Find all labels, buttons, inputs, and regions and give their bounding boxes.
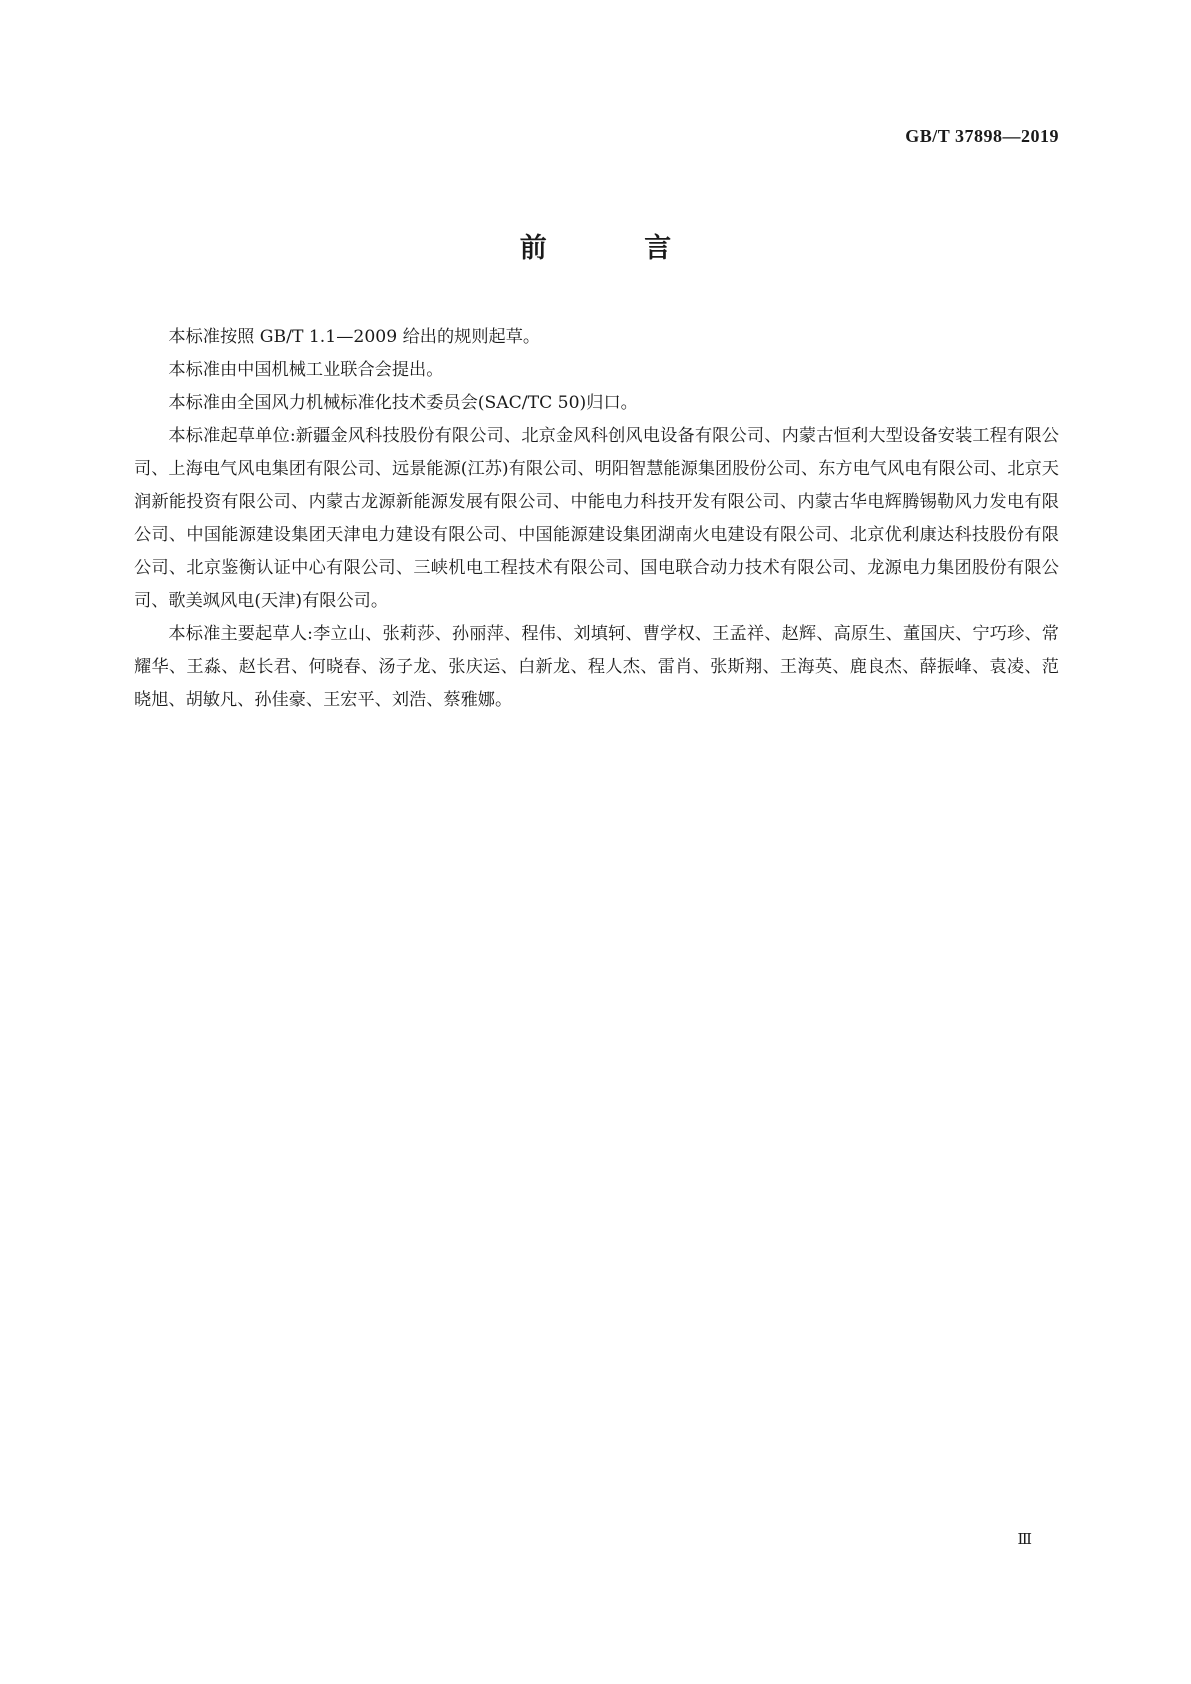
standard-code: GB/T 37898—2019	[905, 126, 1059, 146]
paragraph-proposed-by: 本标准由中国机械工业联合会提出。	[168, 360, 444, 380]
foreword-body	[134, 321, 1059, 717]
paragraph-under-jurisdiction: 本标准由全国风力机械标准化技术委员会(SAC/TC 50)归口。	[168, 393, 638, 413]
paragraph-drafting-units: 本标准起草单位:新疆金风科技股份有限公司、北京金风科创风电设备有限公司、内蒙古恒利大型设备安装工程有限公司、上海电气风电集团有限公司、远景能源(江苏)有限公司、明阳智慧能源集团股份公司、东方电气风电有限公司、北京天润新能投资有限公司、内蒙古龙源新能源发展有限公司、中能电力科技开发有限公司、内蒙古华电辉腾锡勒风力发电有限公司、中国能源建设集团天津电力建设有限公司、中国能源建设集团湖南火电建设有限公司、北京优利康达科技股份有限公司、北京鉴衡认证中心有限公司、三峡机电工程技术有限公司、国电联合动力技术有限公司、龙源电力集团股份有限公司、歌美飒风电(天津)有限公司。	[134, 426, 1059, 611]
paragraph-drafting-rules: 本标准按照 GB/T 1.1—2009 给出的规则起草。	[168, 327, 541, 347]
page-number: Ⅲ	[1017, 1532, 1031, 1548]
paragraph-main-drafters: 本标准主要起草人:李立山、张莉莎、孙丽萍、程伟、刘填轲、曹学权、王孟祥、赵辉、高原生、董国庆、宁巧珍、常耀华、王淼、赵长君、何晓春、汤子龙、张庆运、白新龙、程人杰、雷肖、张斯翔、王海英、鹿良杰、薛振峰、袁凌、范晓旭、胡敏凡、孙佳豪、王宏平、刘浩、蔡雅娜。	[134, 624, 1059, 710]
page-title: 前 言	[519, 233, 716, 264]
